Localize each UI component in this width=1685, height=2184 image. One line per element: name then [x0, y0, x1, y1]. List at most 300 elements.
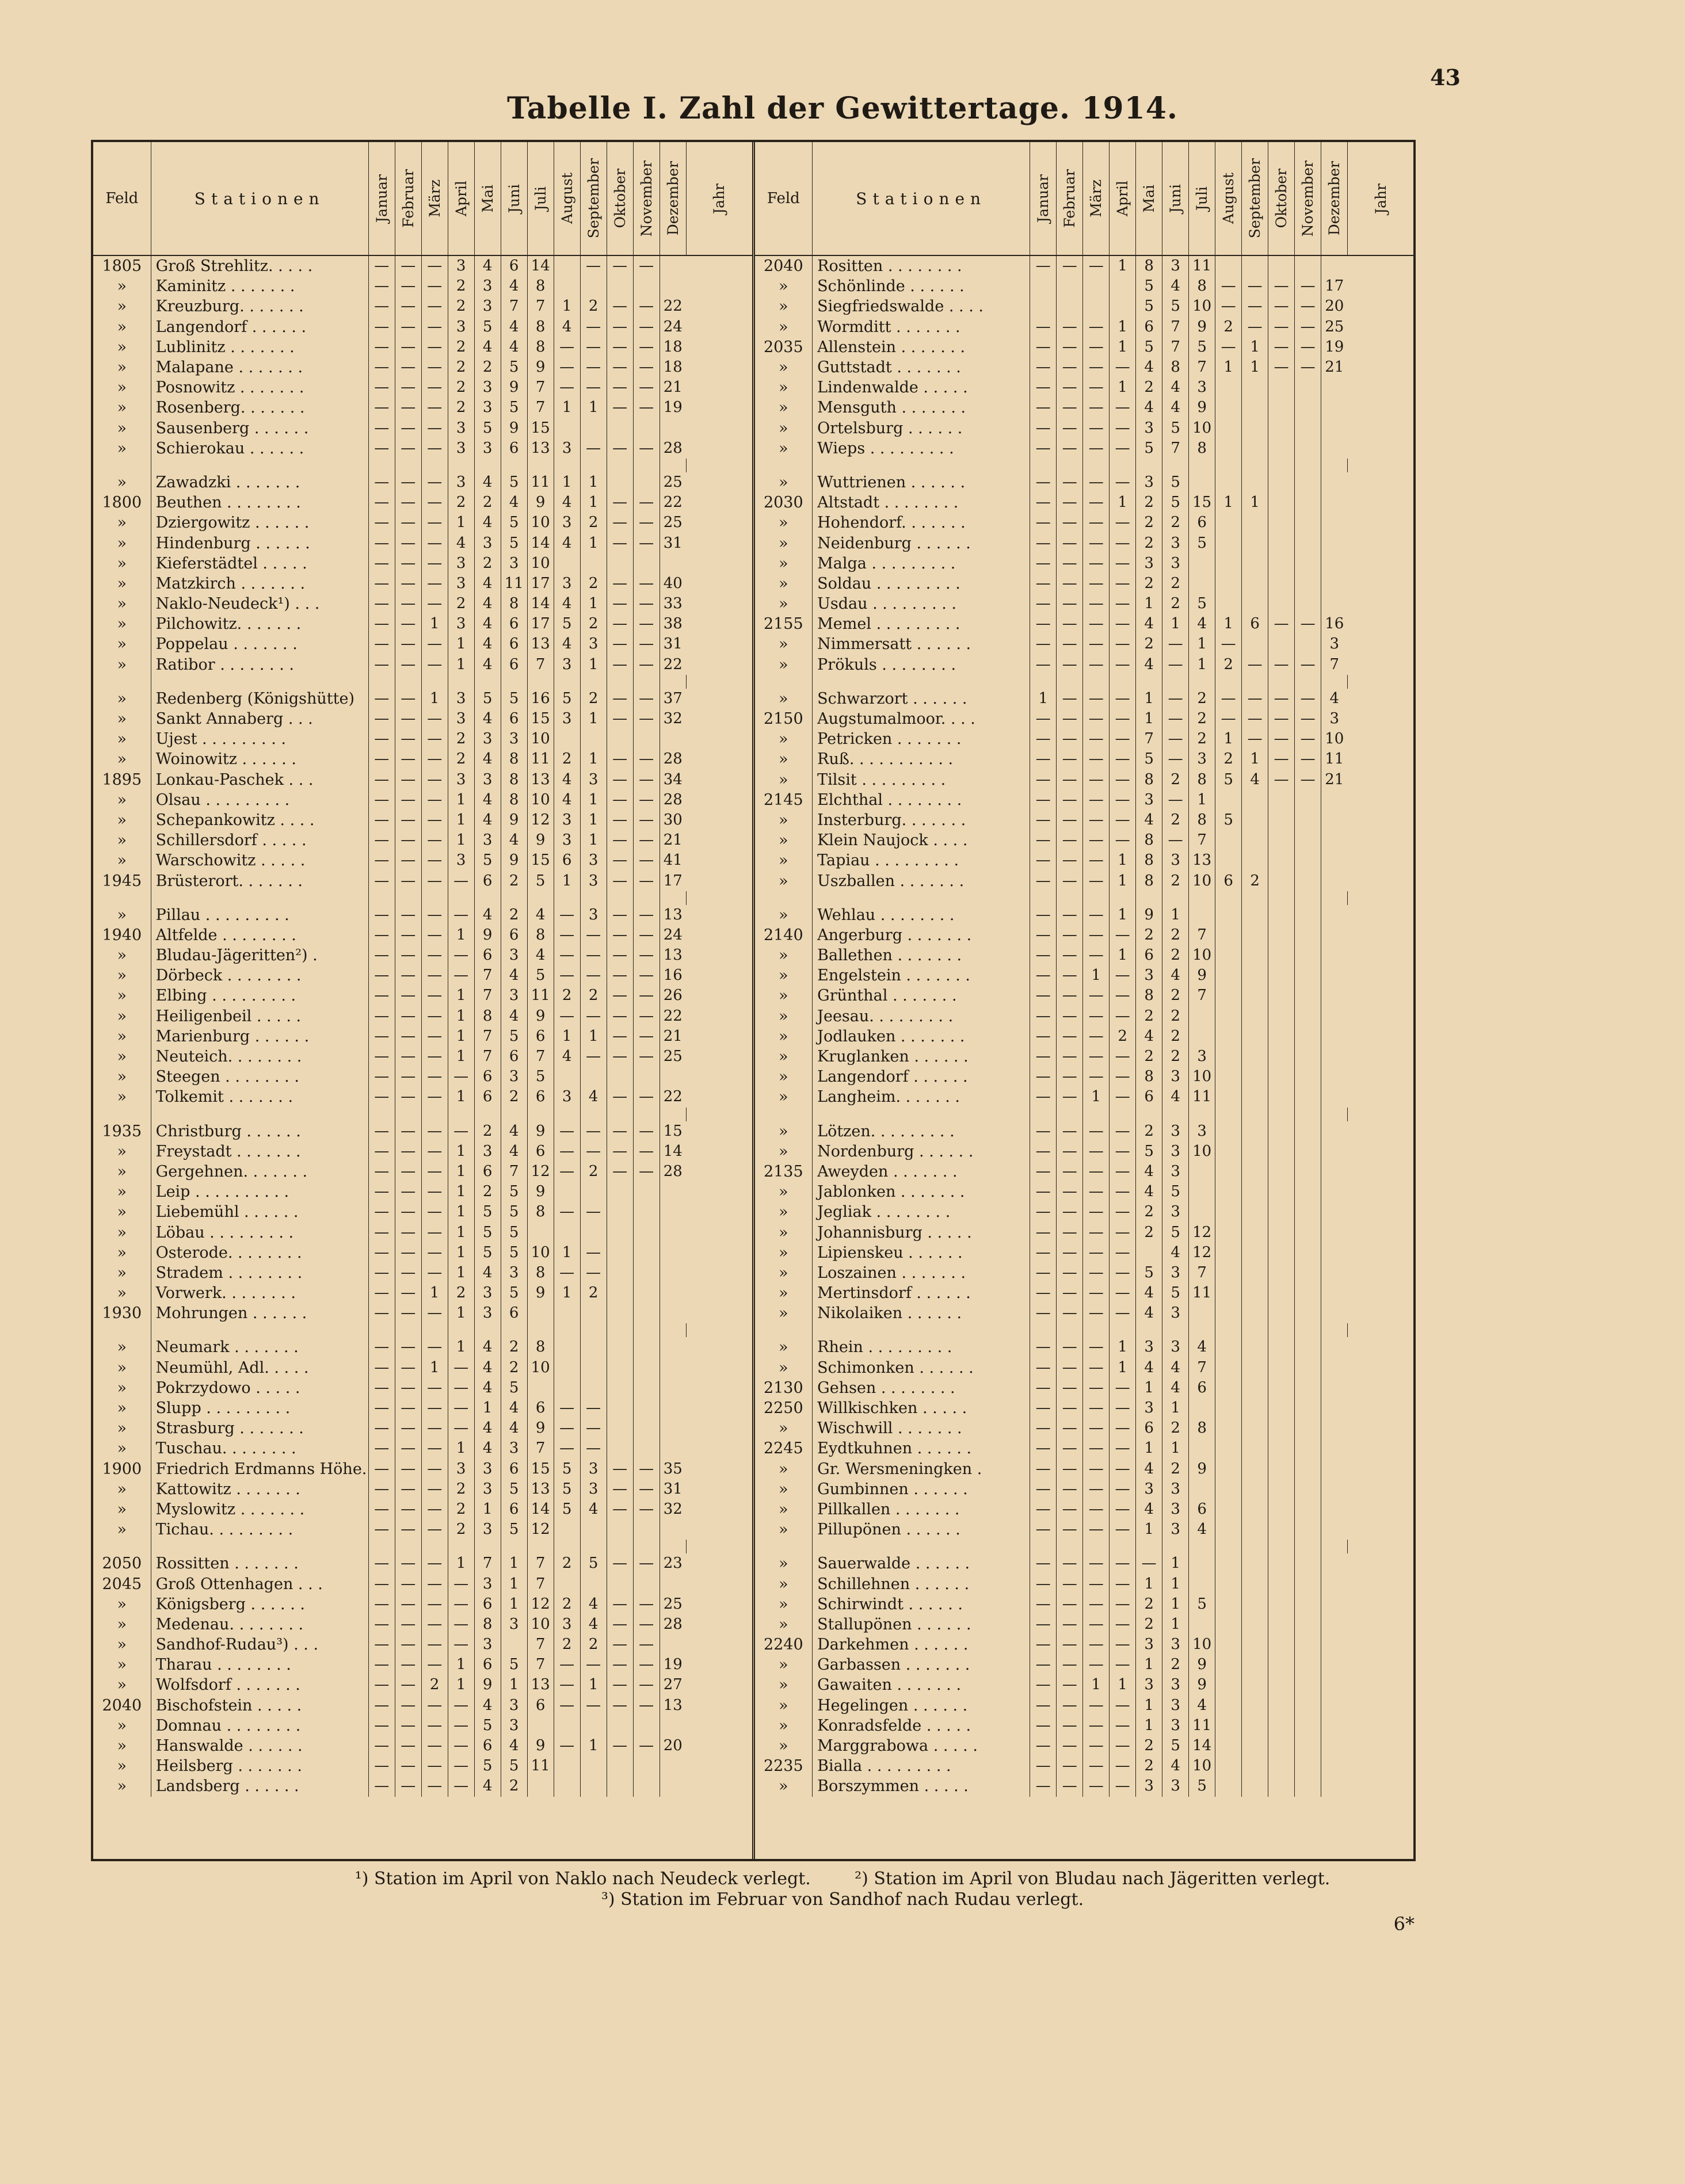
header-month: April — [1110, 142, 1136, 255]
month-value: 5 — [554, 1499, 580, 1519]
month-value: — — [395, 1378, 421, 1398]
month-value — [1136, 1243, 1162, 1263]
month-value — [1321, 870, 1348, 891]
month-value: 3 — [554, 1087, 580, 1107]
station-name: Jeesau. . . . . . . . . — [813, 1006, 1030, 1026]
month-value: 4 — [474, 614, 501, 634]
month-value: 19 — [663, 399, 683, 417]
month-value: — — [1057, 1776, 1083, 1796]
month-value — [580, 1067, 607, 1087]
month-value: — — [633, 492, 659, 513]
month-value: 7 — [474, 1047, 501, 1067]
feld-cell: » — [755, 689, 813, 709]
month-value: — — [421, 709, 448, 729]
month-value — [607, 276, 633, 296]
month-value — [554, 1222, 580, 1242]
month-value — [1295, 1162, 1321, 1182]
spacer-cell — [1162, 459, 1189, 472]
table-row — [93, 1202, 752, 1222]
month-value: 13 — [1189, 850, 1215, 870]
month-value: 4 — [501, 276, 527, 296]
spacer-cell — [1268, 1323, 1295, 1337]
month-value — [1189, 1574, 1215, 1594]
feld-cell: » — [755, 770, 813, 790]
feld-cell: » — [755, 553, 813, 574]
month-value: 8 — [527, 925, 554, 945]
month-value — [1242, 1087, 1268, 1107]
month-value: 7 — [527, 1553, 554, 1574]
month-value: — — [368, 1283, 395, 1303]
feld-cell: » — [93, 377, 151, 398]
month-value: 3 — [1162, 1635, 1189, 1655]
header-stationen: Stationen — [151, 142, 368, 255]
table-row — [93, 655, 752, 675]
month-value: — — [395, 986, 421, 1006]
spacer-cell — [1348, 675, 1413, 689]
month-value — [1242, 810, 1268, 830]
month-value — [1321, 1553, 1348, 1574]
month-value: 6 — [1136, 1418, 1162, 1438]
month-value — [1215, 1655, 1242, 1675]
table-row — [755, 689, 1414, 709]
left-table-body — [93, 255, 752, 1797]
month-value: — — [1030, 1222, 1057, 1242]
table-row — [93, 337, 752, 357]
month-value: — — [1110, 749, 1136, 769]
month-value: — — [368, 1635, 395, 1655]
month-value: 4 — [1189, 1519, 1215, 1540]
month-value: — — [1083, 810, 1110, 830]
feld-cell: 2130 — [755, 1378, 813, 1398]
month-value: 3 — [1162, 1479, 1189, 1499]
month-value: 1 — [448, 1263, 474, 1283]
spacer-cell — [1295, 1540, 1321, 1553]
month-value — [633, 1337, 659, 1357]
month-value — [1242, 1614, 1268, 1635]
station-name: Zawadzki . . . . . . . — [151, 472, 368, 492]
month-value — [1215, 438, 1242, 459]
month-value: 32 — [663, 710, 683, 728]
month-value: 31 — [663, 534, 683, 552]
month-value: — — [368, 296, 395, 316]
month-value: — — [421, 1574, 448, 1594]
station-name: Sankt Annaberg . . . — [151, 709, 368, 729]
month-value: — — [1083, 1553, 1110, 1574]
month-value: 8 — [501, 790, 527, 810]
spacer-cell — [554, 1540, 580, 1553]
month-value: 2 — [501, 1358, 527, 1378]
spacer-cell — [527, 1323, 554, 1337]
month-value: — — [1110, 398, 1136, 418]
month-value — [1268, 513, 1295, 533]
month-value: 21 — [663, 831, 683, 849]
month-value: — — [421, 1655, 448, 1675]
spacer-cell — [1136, 1108, 1162, 1121]
month-value: 8 — [1136, 1067, 1162, 1087]
month-value — [1215, 1675, 1242, 1695]
header-month: Februar — [395, 142, 421, 255]
spacer-cell — [448, 459, 474, 472]
month-value — [1321, 398, 1348, 418]
month-value: — — [395, 1553, 421, 1574]
spacer-cell — [395, 459, 421, 472]
spacer-cell — [151, 1540, 368, 1553]
table-row — [93, 553, 752, 574]
month-value: — — [554, 1655, 580, 1675]
month-value: 25 — [663, 473, 683, 491]
month-value: 5 — [1162, 1222, 1189, 1242]
station-name: Tolkemit . . . . . . . — [151, 1087, 368, 1107]
month-value: — — [1057, 1047, 1083, 1067]
month-value — [1242, 790, 1268, 810]
month-value: — — [421, 655, 448, 675]
month-value: 5 — [501, 1655, 527, 1675]
month-value: 3 — [501, 1263, 527, 1283]
month-value — [1242, 1696, 1268, 1716]
month-value: 9 — [1136, 905, 1162, 925]
feld-cell: » — [93, 1047, 151, 1067]
feld-cell: » — [93, 418, 151, 438]
month-value: — — [1057, 1519, 1083, 1540]
month-value — [1295, 1283, 1321, 1303]
station-name: Insterburg. . . . . . . — [813, 810, 1030, 830]
month-value: — — [1110, 1614, 1136, 1635]
month-value — [1242, 1499, 1268, 1519]
month-value — [1268, 905, 1295, 925]
month-value — [580, 418, 607, 438]
month-value — [1268, 945, 1295, 965]
month-value: — — [395, 1574, 421, 1594]
month-value: — — [1057, 1675, 1083, 1695]
month-value — [1295, 1026, 1321, 1047]
month-value: — — [368, 1499, 395, 1519]
month-value: 1 — [474, 1499, 501, 1519]
month-value: — — [395, 709, 421, 729]
month-value — [554, 1519, 580, 1540]
month-value: — — [633, 709, 659, 729]
table-row — [93, 925, 752, 945]
month-value: 5 — [474, 1243, 501, 1263]
month-value — [1295, 1594, 1321, 1614]
month-value: 1 — [580, 749, 607, 769]
month-value: — — [395, 553, 421, 574]
month-value: 4 — [1136, 614, 1162, 634]
month-value: — — [421, 1067, 448, 1087]
month-value: — — [607, 594, 633, 614]
month-value: 21 — [663, 1027, 683, 1045]
month-value: 1 — [1242, 492, 1268, 513]
month-value: — — [395, 634, 421, 654]
month-value: — — [368, 1202, 395, 1222]
month-value: — — [368, 1337, 395, 1357]
month-value — [1295, 1006, 1321, 1026]
month-value: 23 — [663, 1555, 683, 1572]
month-value: 4 — [1162, 1243, 1189, 1263]
month-value: 1 — [448, 1087, 474, 1107]
station-name: Landsberg . . . . . . — [151, 1776, 368, 1796]
month-value: — — [1030, 1162, 1057, 1182]
month-value — [1321, 1655, 1348, 1675]
month-value: — — [448, 1696, 474, 1716]
month-value: — — [607, 1499, 633, 1519]
month-value — [1189, 905, 1215, 925]
month-value — [1321, 553, 1348, 574]
month-value — [1215, 1459, 1242, 1479]
header-month: Juli — [1189, 142, 1215, 255]
spacer-cell — [813, 891, 1030, 905]
month-value: 7 — [1162, 438, 1189, 459]
month-value: 4 — [1189, 1696, 1215, 1716]
month-value: 9 — [527, 1736, 554, 1756]
month-value: — — [607, 1614, 633, 1635]
header-jahr: Jahr — [1348, 142, 1413, 255]
month-value: — — [1057, 1378, 1083, 1398]
spacer-cell — [1189, 891, 1215, 905]
spacer-cell — [1295, 1323, 1321, 1337]
month-value — [1268, 1243, 1295, 1263]
month-value: 4 — [1242, 770, 1268, 790]
month-value: — — [1083, 553, 1110, 574]
month-value: 4 — [501, 317, 527, 337]
month-value — [1268, 1141, 1295, 1162]
month-value: — — [633, 614, 659, 634]
table-row — [93, 377, 752, 398]
month-value: — — [448, 965, 474, 986]
month-value: — — [1057, 553, 1083, 574]
month-value: — — [368, 492, 395, 513]
month-value: — — [395, 655, 421, 675]
feld-cell: » — [755, 1499, 813, 1519]
month-value: — — [1268, 296, 1295, 316]
month-value — [1321, 925, 1348, 945]
month-value: — — [1083, 1006, 1110, 1026]
month-value — [1057, 296, 1083, 316]
spacer-cell — [1057, 1108, 1083, 1121]
station-name: Strasburg . . . . . . . — [151, 1418, 368, 1438]
month-value: — — [368, 1141, 395, 1162]
month-value — [1242, 1635, 1268, 1655]
month-value — [1268, 1594, 1295, 1614]
month-value — [554, 729, 580, 749]
spacer-cell — [607, 459, 633, 472]
month-value: — — [395, 965, 421, 986]
month-value — [1295, 472, 1321, 492]
spacer-cell — [1110, 891, 1136, 905]
month-value: — — [1110, 1736, 1136, 1756]
month-value: 5 — [580, 1553, 607, 1574]
month-value — [1242, 1026, 1268, 1047]
table-row — [755, 870, 1414, 891]
month-value — [633, 1067, 659, 1087]
month-value: — — [1030, 965, 1057, 986]
month-value: — — [1110, 357, 1136, 377]
month-value — [554, 1378, 580, 1398]
month-value: 4 — [554, 594, 580, 614]
month-value — [1215, 398, 1242, 418]
spacer-cell — [1110, 1108, 1136, 1121]
month-value: — — [580, 1696, 607, 1716]
month-value: 9 — [527, 830, 554, 850]
month-value: — — [421, 1162, 448, 1182]
month-value: — — [395, 1499, 421, 1519]
month-value: 3 — [580, 770, 607, 790]
month-value: — — [1057, 398, 1083, 418]
table-row — [755, 574, 1414, 594]
month-value: — — [1083, 398, 1110, 418]
station-name: Wieps . . . . . . . . . — [813, 438, 1030, 459]
month-value — [1321, 790, 1348, 810]
station-name: Kattowitz . . . . . . . — [151, 1479, 368, 1499]
table-row — [755, 337, 1414, 357]
month-value: 14 — [527, 594, 554, 614]
month-value: 4 — [474, 1696, 501, 1716]
month-value: — — [633, 1121, 659, 1141]
month-value: 4 — [1136, 810, 1162, 830]
month-value: — — [1083, 689, 1110, 709]
station-name: Domnau . . . . . . . . — [151, 1716, 368, 1736]
month-value: 1 — [580, 1026, 607, 1047]
spacer-cell — [1242, 891, 1268, 905]
feld-cell: 1935 — [93, 1121, 151, 1141]
month-value: 5 — [1136, 1263, 1162, 1283]
month-value — [1215, 574, 1242, 594]
month-value: — — [633, 513, 659, 533]
spacer-cell — [93, 459, 151, 472]
spacer-cell — [1268, 459, 1295, 472]
month-value: 1 — [1110, 850, 1136, 870]
month-value — [1295, 1141, 1321, 1162]
month-value: 4 — [501, 492, 527, 513]
month-value: — — [607, 1121, 633, 1141]
spacer-cell — [607, 1540, 633, 1553]
month-value — [1083, 276, 1110, 296]
month-value: — — [1083, 1141, 1110, 1162]
station-name: Steegen . . . . . . . . — [151, 1067, 368, 1087]
month-value: 1 — [1215, 357, 1242, 377]
month-value: 4 — [474, 513, 501, 533]
month-value: 10 — [1189, 1756, 1215, 1776]
month-value: 2 — [1162, 870, 1189, 891]
month-value: 2 — [448, 1519, 474, 1540]
month-value: 2 — [554, 1635, 580, 1655]
month-value: — — [368, 905, 395, 925]
table-row — [755, 1614, 1414, 1635]
month-value: — — [421, 1553, 448, 1574]
month-value: 2 — [448, 492, 474, 513]
month-value: — — [1057, 1716, 1083, 1736]
feld-cell: 1940 — [93, 925, 151, 945]
station-name: Myslowitz . . . . . . . — [151, 1499, 368, 1519]
month-value: — — [1057, 614, 1083, 634]
month-value — [1268, 1716, 1295, 1736]
month-value: — — [1215, 276, 1242, 296]
spacer-cell — [1057, 459, 1083, 472]
month-value — [607, 472, 633, 492]
station-name: Loszainen . . . . . . . — [813, 1263, 1030, 1283]
month-value: 8 — [1136, 830, 1162, 850]
month-value — [1295, 925, 1321, 945]
month-value: 3 — [474, 377, 501, 398]
month-value: 7 — [1189, 830, 1215, 850]
month-value: — — [395, 1716, 421, 1736]
month-value: 40 — [663, 574, 683, 592]
header-stationen: Stationen — [813, 142, 1030, 255]
month-value — [1295, 1776, 1321, 1796]
month-value: — — [368, 276, 395, 296]
month-value: — — [395, 1222, 421, 1242]
month-value: 1 — [1110, 905, 1136, 925]
spacer-cell — [527, 891, 554, 905]
month-value: — — [1030, 1499, 1057, 1519]
month-value: — — [395, 905, 421, 925]
month-value: 17 — [663, 872, 683, 889]
month-value — [1268, 1182, 1295, 1202]
month-value: — — [368, 574, 395, 594]
month-value: — — [1083, 1162, 1110, 1182]
month-value: 10 — [1189, 945, 1215, 965]
month-value: 4 — [1162, 1756, 1189, 1776]
feld-cell: » — [93, 945, 151, 965]
month-value: — — [554, 945, 580, 965]
station-name: Sausenberg . . . . . . — [151, 418, 368, 438]
month-value: 3 — [1136, 1635, 1162, 1655]
month-value — [1242, 945, 1268, 965]
month-value: 2 — [1136, 1006, 1162, 1026]
month-value: 5 — [1136, 749, 1162, 769]
month-value: — — [368, 986, 395, 1006]
month-value: 26 — [663, 987, 683, 1005]
station-name: Heilsberg . . . . . . . — [151, 1756, 368, 1776]
month-value: — — [421, 357, 448, 377]
station-name: Darkehmen . . . . . . — [813, 1635, 1030, 1655]
month-value: 12 — [1189, 1243, 1215, 1263]
month-value: 1 — [1030, 689, 1057, 709]
header-month: Januar — [368, 142, 395, 255]
month-value — [1295, 1553, 1321, 1574]
month-value — [1295, 986, 1321, 1006]
month-value: 3 — [1136, 418, 1162, 438]
spacer-cell — [1295, 459, 1321, 472]
month-value — [633, 276, 659, 296]
spacer-cell — [554, 1108, 580, 1121]
month-value — [554, 1776, 580, 1796]
station-name: Bischofstein . . . . . — [151, 1696, 368, 1716]
month-value: 2 — [448, 377, 474, 398]
month-value: 8 — [1136, 870, 1162, 891]
month-value: — — [580, 317, 607, 337]
month-value — [1215, 1594, 1242, 1614]
month-value: — — [607, 296, 633, 316]
month-value: — — [554, 1696, 580, 1716]
month-value: 1 — [1162, 1574, 1189, 1594]
feld-cell: » — [93, 905, 151, 925]
month-value: 4 — [474, 472, 501, 492]
left-table-half — [93, 142, 755, 1859]
month-value — [1321, 965, 1348, 986]
month-value — [1242, 377, 1268, 398]
header-month: Dezember — [659, 142, 686, 255]
month-value — [1215, 905, 1242, 925]
footnote-line-1: ¹) Station im April von Naklo nach Neudeck verlegt. ²) Station im April von Bludau nach Jägeritten verlegt. — [354, 1869, 1331, 1889]
month-value — [1242, 1182, 1268, 1202]
month-value: — — [1057, 1182, 1083, 1202]
spacer-cell — [1321, 1323, 1348, 1337]
feld-cell: » — [755, 1087, 813, 1107]
month-value: 1 — [501, 1553, 527, 1574]
spacer-cell — [93, 891, 151, 905]
feld-cell: » — [93, 1594, 151, 1614]
feld-cell: » — [755, 317, 813, 337]
